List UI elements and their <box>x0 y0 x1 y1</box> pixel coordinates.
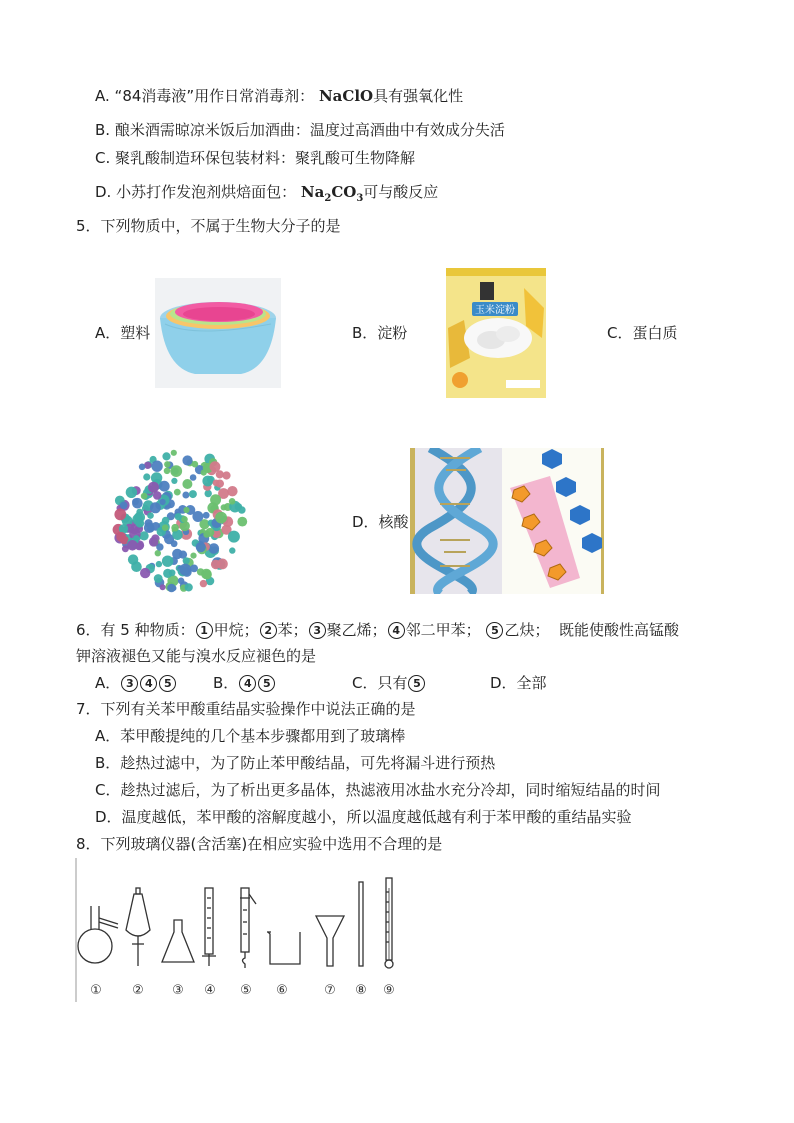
q6-stem-line1: 6．有 5 种物质： 1 甲烷； 2 苯； 3 聚乙烯； 4 邻二甲苯； 5 乙炔； 既能使酸性高锰酸 <box>76 621 680 639</box>
glass-rod-icon <box>359 882 363 966</box>
funnel-icon <box>316 916 344 966</box>
q6-option-c: C．只有 5 <box>352 673 426 693</box>
glassware-label-3: ③ <box>172 983 184 998</box>
glassware-label-2: ② <box>132 983 144 998</box>
q5-option-a: A．塑料 <box>95 324 151 342</box>
q6-option-a: A． 3 4 5 <box>95 673 177 693</box>
q7-stem: 7．下列有关苯甲酸重结晶实验操作中说法正确的是 <box>76 700 416 718</box>
glassware-label-9: ⑨ <box>383 983 395 998</box>
q4-option-c: C. 聚乳酸制造环保包装材料：聚乳酸可生物降解 <box>95 149 416 167</box>
glassware-figure <box>74 858 414 1002</box>
q7-option-b: B．趁热过滤中，为了防止苯甲酸结晶，可先将漏斗进行预热 <box>95 754 496 772</box>
plastic-basins-image <box>155 278 281 388</box>
thermometer-icon <box>385 878 393 968</box>
q5-option-d: D．核酸 <box>352 513 409 531</box>
q4-option-b: B. 酿米酒需晾凉米饭后加酒曲：温度过高酒曲中有效成分失活 <box>95 121 505 139</box>
q4-option-a: A. “84消毒液”用作日常消毒剂： NaClO具有强氧化性 <box>95 87 464 105</box>
glassware-label-7: ⑦ <box>324 983 336 998</box>
glassware-label-1: ① <box>90 983 102 998</box>
q7-option-d: D．温度越低，苯甲酸的溶解度越小，所以温度越低越有利于苯甲酸的重结晶实验 <box>95 808 632 826</box>
beaker-icon <box>267 932 300 964</box>
glassware-label-8: ⑧ <box>355 983 367 998</box>
acid-burette-icon <box>202 888 216 966</box>
starch-pack-label: 玉米淀粉 <box>475 305 515 316</box>
q6-option-b: B． 4 5 <box>213 673 276 693</box>
protein-molecule-image <box>95 435 265 605</box>
q6-stem-line2: 钾溶液褪色又能与溴水反应褪色的是 <box>76 647 317 665</box>
dna-structure-image <box>410 448 604 594</box>
base-burette-icon <box>240 888 256 968</box>
q5-stem: 5．下列物质中，不属于生物大分子的是 <box>76 217 341 235</box>
separatory-funnel-icon <box>126 888 150 966</box>
glassware-label-4: ④ <box>204 983 216 998</box>
q7-option-a: A．苯甲酸提纯的几个基本步骤都用到了玻璃棒 <box>95 727 406 745</box>
na2co3-formula: $Na_2CO_3$ <box>300 183 364 204</box>
corn-starch-package-image <box>446 268 546 398</box>
distillation-flask-icon <box>78 906 118 963</box>
q5-option-b: B．淀粉 <box>352 324 408 342</box>
q7-option-c: C．趁热过滤后，为了析出更多晶体，热滤液用冰盐水充分冷却，同时缩短结晶的时间 <box>95 781 661 799</box>
q4-option-d: D. 小苏打作发泡剂烘焙面包： $Na_2CO_3$可与酸反应 <box>95 183 439 204</box>
q6-option-d: D．全部 <box>490 674 547 692</box>
glassware-label-5: ⑤ <box>240 983 252 998</box>
q5-option-c: C．蛋白质 <box>607 324 678 342</box>
erlenmeyer-flask-icon <box>162 920 194 962</box>
q8-stem: 8．下列玻璃仪器(含活塞)在相应实验中选用不合理的是 <box>76 835 443 853</box>
glassware-label-6: ⑥ <box>276 983 288 998</box>
